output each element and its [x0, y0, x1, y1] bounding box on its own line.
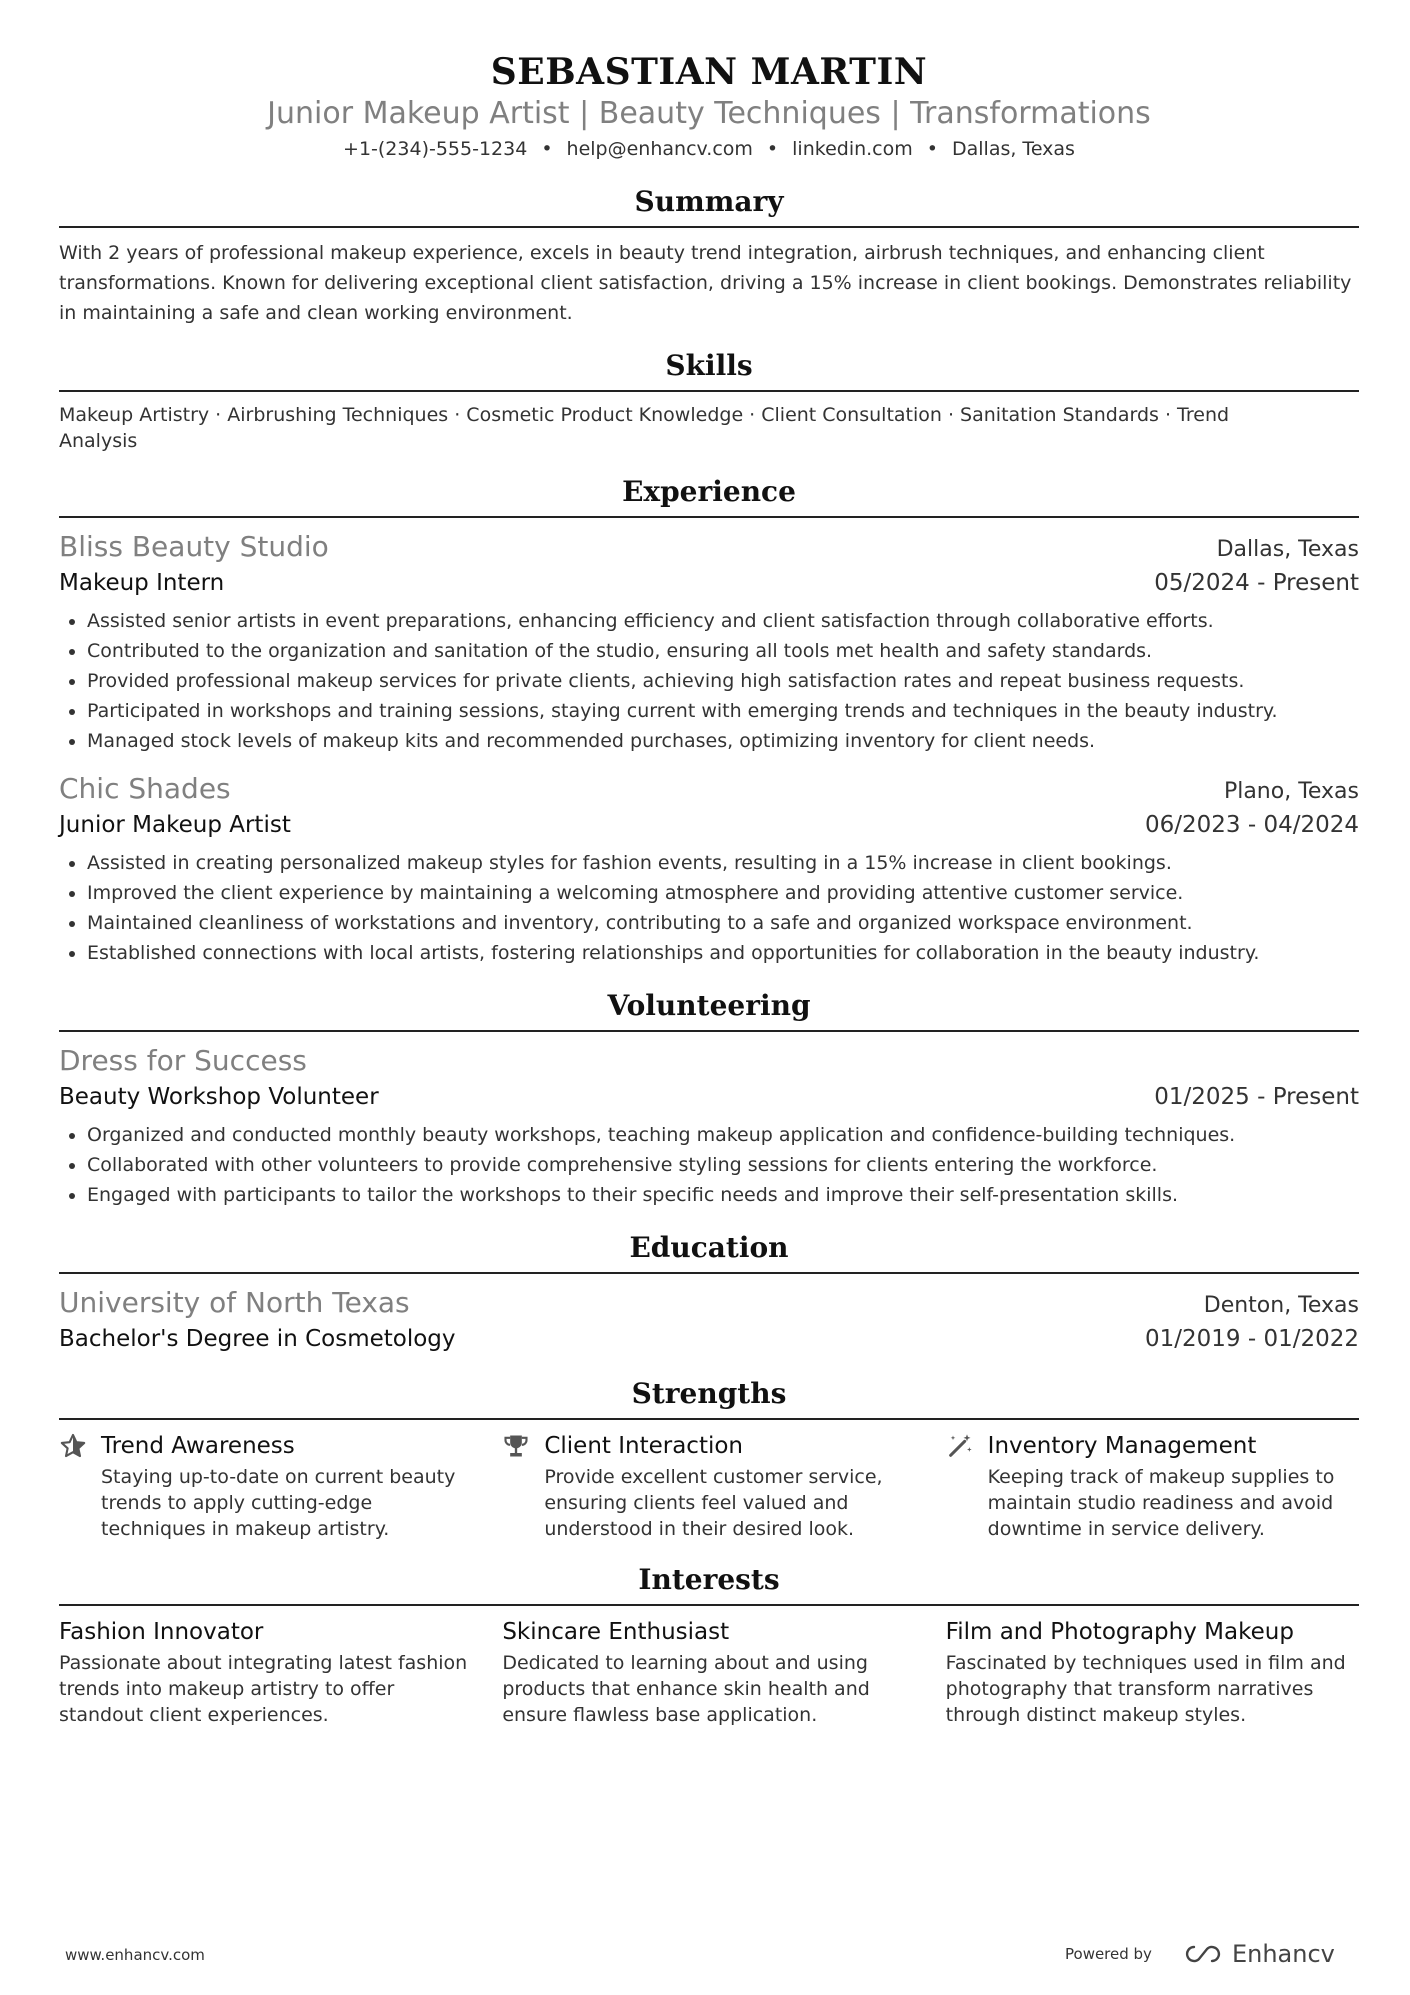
achievement-item: • Assisted senior artists in event preparations, enhancing efficiency and client satisfaction through collaborative efforts.	[87, 606, 1359, 636]
achievement-list	[59, 606, 1359, 756]
volunteering-entry	[59, 1042, 1359, 1210]
experience-entry	[59, 770, 1359, 968]
volunteer-list	[59, 1120, 1359, 1210]
summary-section	[59, 182, 1359, 328]
section-title-experience: Experience	[59, 472, 1359, 518]
interest-item	[946, 1616, 1359, 1728]
strengths-section	[59, 1374, 1359, 1542]
school-name: University of North Texas	[59, 1286, 410, 1319]
strength-description: Provide excellent customer service, ensuring clients feel valued and understood in their desired look.	[544, 1466, 883, 1540]
volunteer-dates: 01/2025 - Present	[1154, 1084, 1359, 1110]
achievement-item: • Established connections with local artists, fostering relationships and opportunities for collaboration in the beauty industry.	[87, 938, 1359, 968]
interest-description: Passionate about integrating latest fashion trends into makeup artistry to offer standout client experiences.	[59, 1652, 468, 1726]
strength-item	[59, 1430, 472, 1542]
powered-by	[1065, 1940, 1335, 1968]
summary-text: With 2 years of professional makeup experience, excels in beauty trend integration, airbrush techniques, and enhancing client transformations. Known for delivering exceptional client satisfaction, driving a 15% increase in client bookings. Demonstrates reliability in maintaining a safe and clean working environment.	[59, 242, 1352, 324]
job-location: Dallas, Texas	[1216, 537, 1359, 562]
section-title-education: Education	[59, 1228, 1359, 1274]
job-title: Makeup Intern	[59, 570, 225, 596]
skills-list: Makeup Artistry · Airbrushing Techniques · Cosmetic Product Knowledge · Client Consultation · Sanitation Standards · Trend Analysis	[59, 404, 1230, 452]
interests-section	[59, 1560, 1359, 1728]
achievement-item: • Provided professional makeup services for private clients, achieving high satisfaction rates and repeat business requests.	[87, 666, 1359, 696]
separator: •	[926, 138, 938, 160]
resume-page	[59, 0, 1359, 1728]
strength-title: Inventory Management	[987, 1433, 1257, 1459]
page-footer	[65, 1940, 1410, 1970]
school-location: Denton, Texas	[1203, 1293, 1359, 1318]
strength-description: Keeping track of makeup supplies to maintain studio readiness and avoid downtime in service delivery.	[987, 1466, 1335, 1540]
interest-title: Film and Photography Makeup	[945, 1619, 1294, 1645]
education-entry	[59, 1284, 1359, 1356]
company-name: Chic Shades	[59, 772, 231, 805]
linkedin-link[interactable]: linkedin.com	[792, 138, 913, 160]
brand-name: Enhancv	[1231, 1940, 1335, 1968]
location: Dallas, Texas	[951, 138, 1075, 160]
section-title-skills: Skills	[59, 346, 1359, 392]
volunteer-role: Beauty Workshop Volunteer	[59, 1084, 379, 1110]
powered-by-label: Powered by	[1065, 1945, 1152, 1963]
volunteer-item: • Organized and conducted monthly beauty workshops, teaching makeup application and confidence-building techniques.	[87, 1120, 1359, 1150]
contact-line	[59, 136, 1359, 162]
separator: •	[766, 138, 779, 160]
strength-description: Staying up-to-date on current beauty trends to apply cutting-edge techniques in makeup artistry.	[101, 1466, 456, 1540]
section-title-strengths: Strengths	[59, 1374, 1359, 1420]
star-icon	[59, 1432, 87, 1460]
resume-header	[59, 0, 1359, 162]
interest-item	[59, 1616, 472, 1728]
enhancv-logo-icon	[1180, 1943, 1224, 1965]
degree: Bachelor's Degree in Cosmetology	[59, 1326, 456, 1352]
section-title-interests: Interests	[59, 1560, 1359, 1606]
experience-section	[59, 472, 1359, 968]
volunteer-item: • Engaged with participants to tailor the workshops to their specific needs and improve their self-presentation skills.	[87, 1180, 1359, 1210]
interest-item	[502, 1616, 915, 1728]
job-dates: 06/2023 - 04/2024	[1144, 812, 1359, 838]
email-link[interactable]: help@enhancv.com	[566, 138, 753, 160]
achievement-item: • Assisted in creating personalized makeup styles for fashion events, resulting in a 15% increase in client bookings.	[87, 848, 1359, 878]
candidate-name: SEBASTIAN MARTIN	[490, 51, 928, 93]
section-title-volunteering: Volunteering	[59, 986, 1359, 1032]
experience-entry	[59, 528, 1359, 756]
enhancv-logo[interactable]	[1180, 1940, 1335, 1968]
footer-website-link[interactable]: www.enhancv.com	[65, 1946, 205, 1964]
strength-title: Trend Awareness	[101, 1433, 295, 1459]
strength-item	[502, 1430, 915, 1542]
skills-section	[59, 346, 1359, 454]
job-location: Plano, Texas	[1223, 779, 1359, 804]
trophy-icon	[502, 1432, 530, 1460]
achievement-item: • Contributed to the organization and sanitation of the studio, ensuring all tools met health and safety standards.	[87, 636, 1359, 666]
company-name: Bliss Beauty Studio	[59, 530, 329, 563]
section-title-summary: Summary	[59, 182, 1359, 228]
achievement-item: • Participated in workshops and training sessions, staying current with emerging trends and techniques in the beauty industry.	[87, 696, 1359, 726]
strength-title: Client Interaction	[544, 1433, 744, 1459]
achievement-item: • Maintained cleanliness of workstations and inventory, contributing to a safe and organized workspace environment.	[87, 908, 1359, 938]
volunteer-org: Dress for Success	[59, 1044, 307, 1077]
interest-description: Fascinated by techniques used in film and photography that transform narratives through distinct makeup styles.	[945, 1652, 1346, 1726]
interest-title: Fashion Innovator	[59, 1619, 264, 1645]
education-dates: 01/2019 - 01/2022	[1144, 1326, 1359, 1352]
phone: +1-(234)-555-1234	[343, 138, 528, 160]
volunteering-section	[59, 986, 1359, 1210]
job-dates: 05/2024 - Present	[1154, 570, 1359, 596]
candidate-headline: Junior Makeup Artist | Beauty Techniques | Transformations	[267, 96, 1151, 131]
separator: •	[541, 138, 553, 160]
achievement-item: • Improved the client experience by maintaining a welcoming atmosphere and providing attentive customer service.	[87, 878, 1359, 908]
interest-title: Skincare Enthusiast	[502, 1619, 730, 1645]
achievement-list	[59, 848, 1359, 968]
education-section	[59, 1228, 1359, 1356]
volunteer-item: • Collaborated with other volunteers to provide comprehensive styling sessions for clients entering the workforce.	[87, 1150, 1359, 1180]
job-title: Junior Makeup Artist	[59, 812, 291, 838]
interest-description: Dedicated to learning about and using products that enhance skin health and ensure flawless base application.	[502, 1652, 870, 1726]
achievement-item: • Managed stock levels of makeup kits and recommended purchases, optimizing inventory for client needs.	[87, 726, 1359, 756]
magic-wand-icon	[946, 1432, 974, 1460]
strength-item	[946, 1430, 1359, 1542]
